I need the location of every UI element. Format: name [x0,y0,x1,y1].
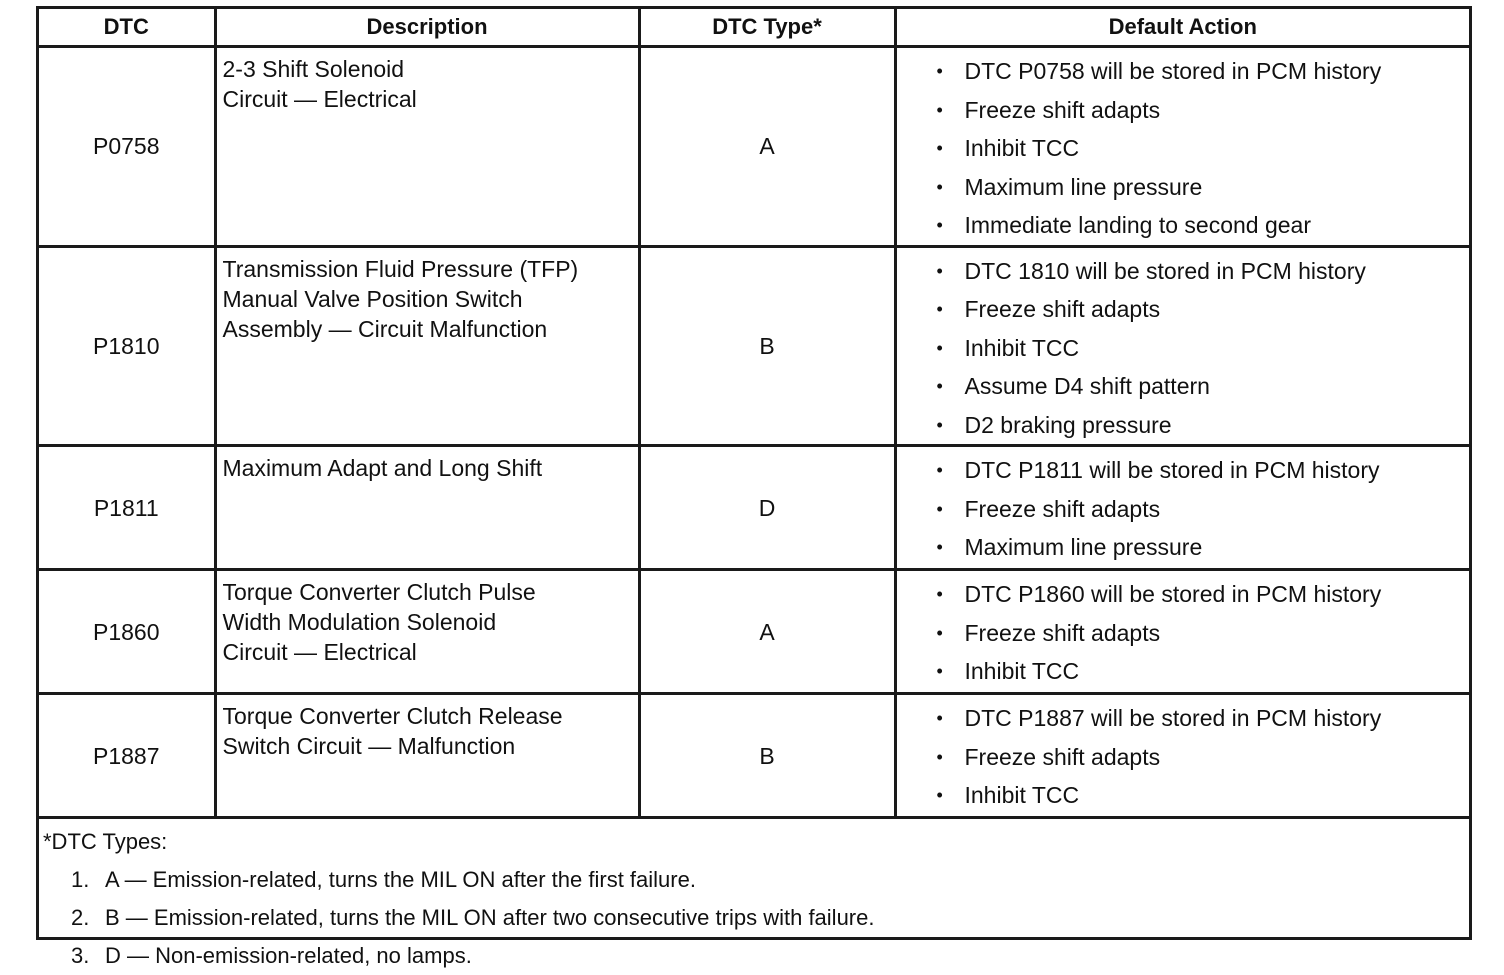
action-text: DTC P1811 will be stored in PCM history [964,457,1380,483]
footnote-text: D — Non-emission-related, no lamps. [105,943,472,968]
bullet-icon: • [936,498,943,519]
dtc-table [39,9,1469,819]
bullet-icon: • [936,746,943,767]
action-item [935,451,1470,490]
action-item [935,575,1470,614]
header-description: Description [215,9,639,47]
action-item [935,129,1470,168]
action-text: Maximum line pressure [964,534,1203,560]
default-action [895,694,1469,818]
action-item [935,652,1470,691]
footnote-number: 2. [71,905,90,930]
bullet-icon: • [936,584,943,604]
action-item [935,490,1470,529]
action-text: Freeze shift adapts [964,96,1161,123]
dtc-code: P1810 [39,246,215,446]
bullet-icon: • [936,460,943,480]
header-dtc-type: DTC Type* [639,9,895,47]
action-text: Inhibit TCC [964,782,1080,808]
action-text: Assume D4 shift pattern [964,373,1210,399]
default-action [895,446,1469,570]
dtc-code: P1811 [39,446,215,570]
dtc-description [215,47,639,247]
bullet-icon: • [936,299,943,319]
table-row [39,446,1469,570]
dtc-code: P1887 [39,694,215,818]
action-item [935,699,1470,738]
footnote-item [71,899,1469,937]
bullet-icon: • [936,99,943,120]
action-text: DTC P1860 will be stored in PCM history [964,581,1382,607]
bullet-icon: • [936,537,943,557]
description-line: 2-3 Shift Solenoid [222,56,405,82]
action-text: Freeze shift adapts [964,296,1161,322]
action-item [935,52,1470,91]
table-row [39,694,1469,818]
action-item [935,614,1470,653]
dtc-type: D [639,446,895,570]
table-row [39,246,1469,446]
description-line: Torque Converter Clutch Pulse [222,579,536,605]
bullet-icon: • [936,260,943,281]
dtc-type: A [639,47,895,247]
action-text: Freeze shift adapts [964,495,1161,522]
action-text: Inhibit TCC [964,658,1080,684]
header-default-action: Default Action [895,9,1469,47]
dtc-type: A [639,570,895,694]
action-item [935,776,1470,815]
action-item [935,91,1470,130]
action-text: D2 braking pressure [964,411,1172,438]
action-item [935,406,1470,445]
footnote-title: *DTC Types: [43,829,168,854]
footnote-item [71,861,1469,899]
description-line: Maximum Adapt and Long Shift [222,455,543,481]
dtc-description [215,446,639,570]
dtc-type: B [639,246,895,446]
default-action [895,47,1469,247]
bullet-icon: • [936,215,943,235]
description-line: Circuit — Electrical [222,86,417,112]
bullet-icon: • [936,61,943,81]
default-action [895,246,1469,446]
footnote-text: B — Emission-related, turns the MIL ON after two consecutive trips with failure. [105,905,875,930]
description-line: Assembly — Circuit Malfunction [222,315,548,342]
bullet-icon: • [936,785,943,805]
dtc-description [215,694,639,818]
default-action [895,570,1469,694]
action-text: DTC P1887 will be stored in PCM history [964,705,1382,731]
action-item [935,528,1470,567]
table-row [39,47,1469,247]
dtc-types-footnote [39,819,1469,975]
action-item [935,738,1470,777]
description-line: Switch Circuit — Malfunction [222,733,516,759]
action-text: Freeze shift adapts [964,619,1161,646]
action-text: Maximum line pressure [964,173,1203,200]
description-line: Width Modulation Solenoid [222,609,497,635]
dtc-description [215,570,639,694]
action-item [935,168,1470,207]
bullet-icon: • [936,376,943,396]
footnote-list [43,861,1469,975]
description-line: Circuit — Electrical [222,639,417,665]
footnote-text: A — Emission-related, turns the MIL ON after the first failure. [105,867,696,892]
description-line: Manual Valve Position Switch [222,285,523,312]
action-text: Inhibit TCC [964,334,1080,361]
dtc-document [36,6,1472,968]
table-row [39,570,1469,694]
footnote-item [71,937,1469,975]
description-line: Transmission Fluid Pressure (TFP) [222,255,579,282]
action-text: DTC P0758 will be stored in PCM history [964,58,1382,84]
action-item [935,290,1470,329]
bullet-icon: • [936,622,943,643]
dtc-code: P0758 [39,47,215,247]
dtc-type: B [639,694,895,818]
action-item [935,329,1470,368]
bullet-icon: • [936,414,943,435]
action-item [935,367,1470,406]
action-item [935,206,1470,245]
bullet-icon: • [936,708,943,728]
action-text: Freeze shift adapts [964,743,1161,770]
table-header-row [39,9,1469,47]
action-text: DTC 1810 will be stored in PCM history [964,257,1366,284]
header-dtc: DTC [39,9,215,47]
footnote-number: 3. [71,943,90,968]
bullet-icon: • [936,176,943,197]
action-text: Inhibit TCC [964,135,1080,161]
footnote-number: 1. [71,867,90,892]
bullet-icon: • [936,661,943,681]
action-text: Immediate landing to second gear [964,212,1311,238]
description-line: Torque Converter Clutch Release [222,703,563,729]
bullet-icon: • [936,337,943,358]
dtc-code: P1860 [39,570,215,694]
dtc-description [215,246,639,446]
bullet-icon: • [936,138,943,158]
action-item [935,252,1470,291]
